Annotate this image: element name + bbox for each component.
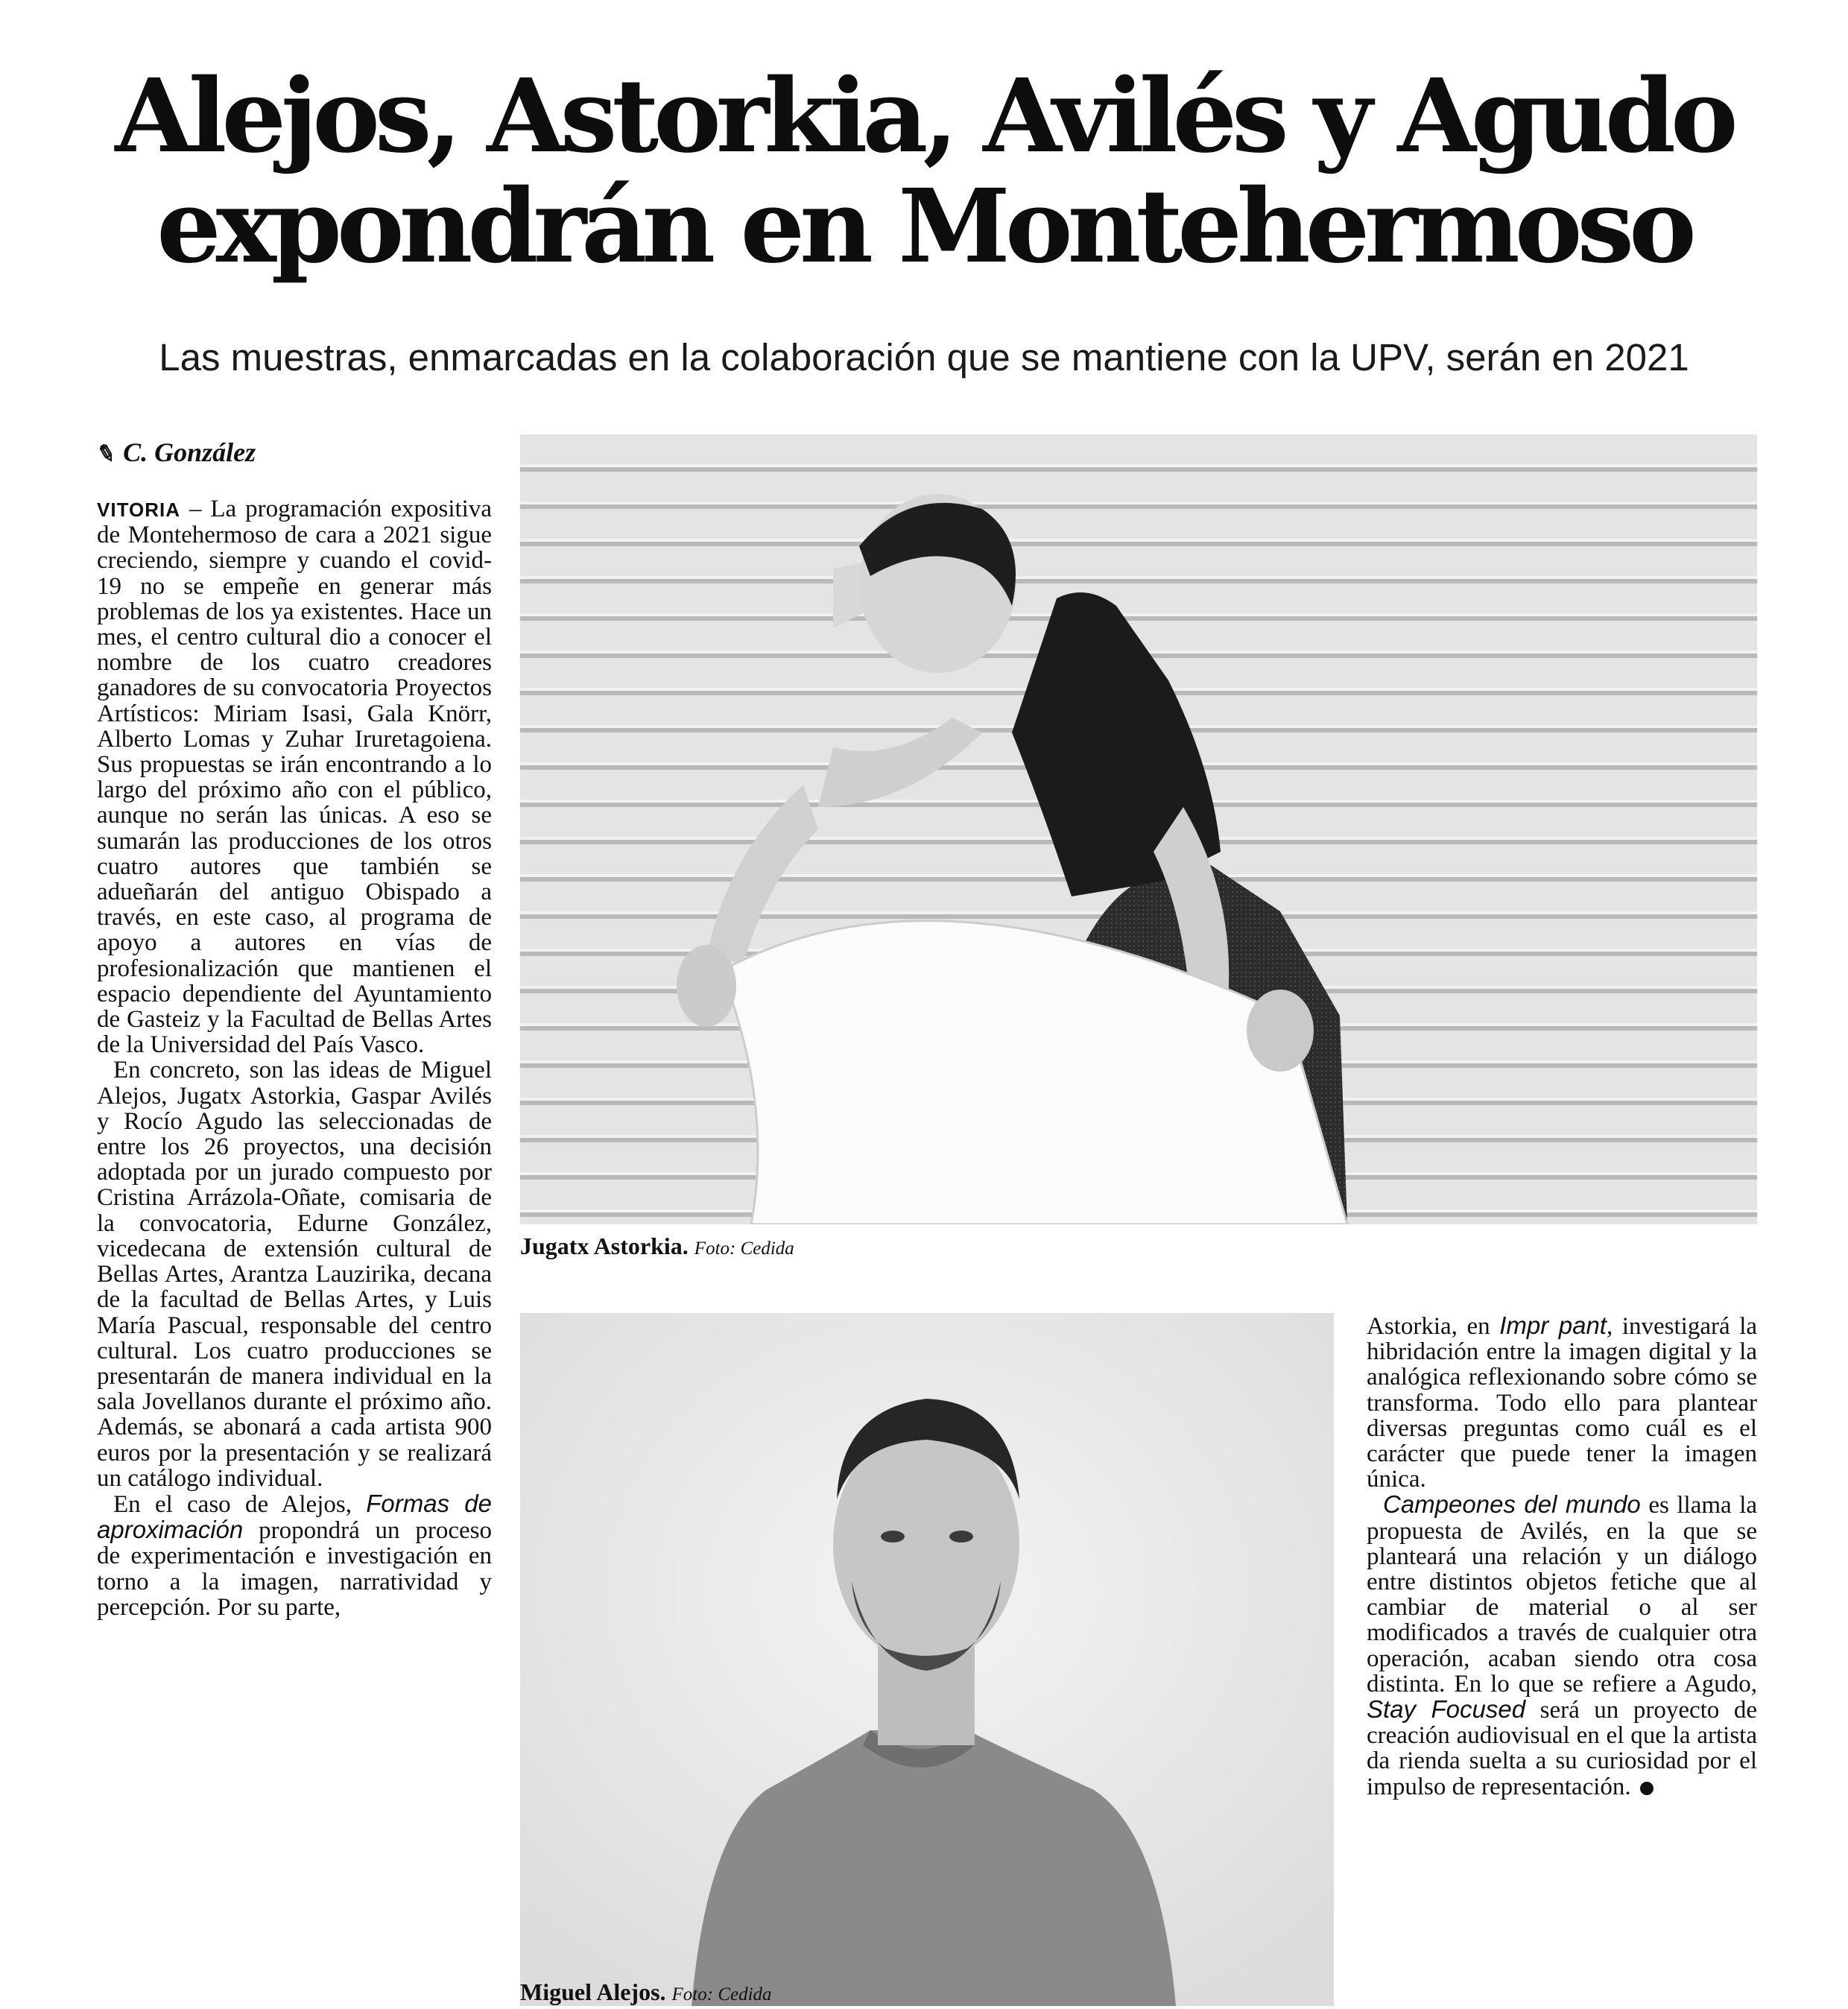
photo-illustration [520,1313,1334,2006]
headline [0,57,1848,286]
work-title: Impr pant [1499,1312,1607,1339]
end-of-article-mark [1640,1782,1654,1795]
work-title: Campeones del mundo [1383,1490,1641,1519]
work-title: Formas de aproximación [97,1489,492,1544]
photo-jugatx-astorkia [520,434,1757,1224]
photo-caption [520,1233,794,1260]
pen-icon: ✎ [94,440,118,469]
article-paragraph: VITORIA – La programación expositiva de Montehermoso de cara a 2021 sigue creciendo, siempre y cuando el covid-19 no se empeñe en generar más problemas de los ya existentes. Hace un mes, el centro cultural dio a conocer el nombre de los cuatro creadores ganadores de su convocatoria Proyectos Artísticos: Miriam Isasi, Gala Knörr, Alberto Lomas y Zuhar Iruretagoiena. Sus propuestas se irán encontrando a lo largo del próximo año con el público, aunque no serán las únicas. A eso se sumarán las producciones de los otros cuatro autores que también se adueñarán del antiguo Obispado a través, en este caso, al programa de apoyo a autores en vías de profesionalización que mantienen el espacio dependiente del Ayuntamiento de Gasteiz y la Facultad de Bellas Artes de la Universidad del País Vasco. [97,496,492,1059]
photo-miguel-alejos [520,1313,1334,2006]
headline-line-1: Alejos, Astorkia, Avilés y Agudo [115,57,1733,176]
article-column-1 [97,496,492,1620]
article-column-3 [1367,1313,1757,1800]
article-paragraph: Astorkia, en Impr pant, investigará la hibridación entre la imagen digital y la analógica reflexionando sobre cómo se transforma. Todo ello para plantear diversas preguntas como cuál es el carácter que puede tener la imagen única. [1367,1312,1758,1493]
caption-credit: Foto: Cedida [694,1238,794,1259]
headline-line-2: expondrán en Montehermoso [156,167,1692,286]
photo-caption [520,1978,772,2006]
dateline-place: VITORIA [97,499,180,521]
photo-illustration [520,434,1757,1224]
caption-name: Jugatx Astorkia. [520,1233,689,1259]
article-paragraph: En concreto, son las ideas de Miguel Alejos, Jugatx Astorkia, Gaspar Avilés y Rocío Agudo las seleccionadas de entre los 26 proyectos, una decisión adoptada por un jurado compuesto por Cristina Arrázola-Oñate, comisaria de la convocatoria, Edurne González, vicedecana de extensión cultural de Bellas Artes, Arantza Lauzirika, decana de la facultad de Bellas Artes, y Luis María Pascual, responsable del centro cultural. Los cuatro producciones se presentarán de manera individual en la sala Jovellanos durante el próximo año. Además, se abonará a cada artista 900 euros por la presentación y se realizará un catálogo individual. [97,1057,492,1492]
subhead: Las muestras, enmarcadas en la colaboración que se mantiene con la UPV, serán en 2021 [159,336,1689,379]
byline [94,437,256,469]
work-title: Stay Focused [1367,1695,1526,1724]
caption-name: Miguel Alejos. [520,1978,666,2005]
article-paragraph: En el caso de Alejos, Formas de aproximación propondrá un proceso de experimentación e investigación en torno a la imagen, narratividad y percepción. Por su parte, [97,1489,492,1621]
article-paragraph: Campeones del mundo es llama la propuesta de Avilés, en la que se planteará una relación y un diálogo entre distintos objetos fetiche que al cambiar de material o al ser modificados a través de cualquier otra operación, acaban siendo otra cosa distinta. En lo que se refiere a Agudo, Stay Focused será un proyecto de creación audiovisual en el que la artista da rienda suelta a su curiosidad por el impulso de representación. [1367,1490,1758,1800]
caption-credit: Foto: Cedida [671,1984,772,2005]
byline-author: C. González [123,437,256,467]
